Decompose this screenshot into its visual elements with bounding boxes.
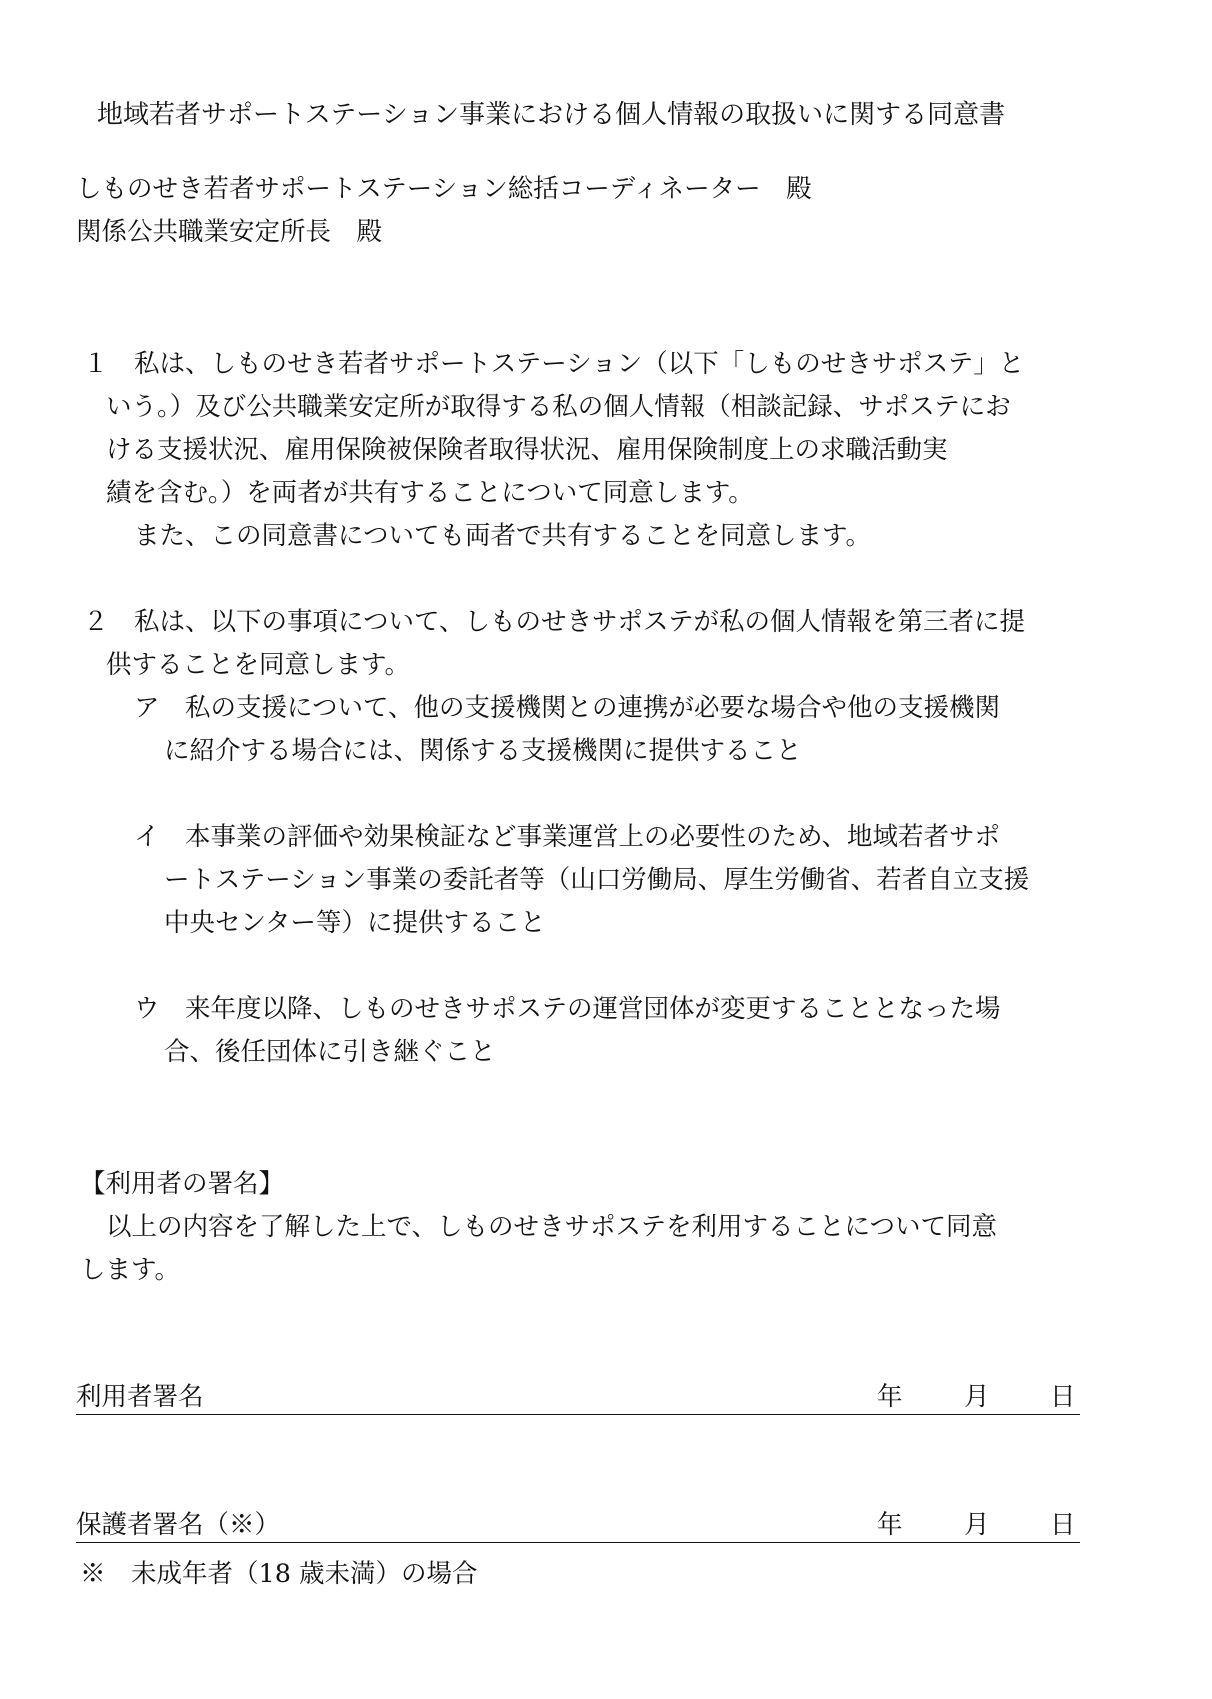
user-signature-line[interactable] xyxy=(76,1414,1080,1415)
guardian-signature-line[interactable] xyxy=(76,1542,1080,1543)
item2-line-2: 供することを同意します。 xyxy=(106,650,410,680)
item1-line-5: また、この同意書についても両者で共有することを同意します。 xyxy=(134,521,871,551)
item1-line-1: １ 私は、しものせき若者サポートステーション（以下「しものせきサポステ」と xyxy=(83,349,1025,379)
guardian-signature-year: 年 xyxy=(877,1510,903,1540)
user-signature-label: 利用者署名 xyxy=(76,1382,204,1412)
consent-line-1: 以上の内容を了解した上で、しものせきサポステを利用することについて同意 xyxy=(106,1212,997,1242)
guardian-signature-month: 月 xyxy=(964,1510,990,1540)
minor-note: ※ 未成年者（18 歳未満）の場合 xyxy=(80,1559,478,1589)
item1-line-4: 績を含む。）を両者が共有することについて同意します。 xyxy=(106,478,754,508)
user-signature-month: 月 xyxy=(964,1382,990,1412)
user-signature-day: 日 xyxy=(1050,1382,1076,1412)
item1-line-3: ける支援状況、雇用保険被保険者取得状況、雇用保険制度上の求職活動実 xyxy=(106,435,948,465)
item2-sub-a-line-1: ア 私の支援について、他の支援機関との連携が必要な場合や他の支援機関 xyxy=(134,693,1000,723)
signature-heading: 【利用者の署名】 xyxy=(80,1169,285,1199)
consent-line-2: します。 xyxy=(80,1255,180,1285)
addressee-coordinator: しものせき若者サポートステーション総括コーディネーター 殿 xyxy=(76,174,812,204)
item2-sub-i-line-2: ートステーション事業の委託者等（山口労働局、厚生労働省、若者自立支援 xyxy=(164,865,1030,895)
document-title: 地域若者サポートステーション事業における個人情報の取扱いに関する同意書 xyxy=(97,100,1006,130)
item2-sub-u-line-1: ウ 来年度以降、しものせきサポステの運営団体が変更することとなった場 xyxy=(134,994,1001,1024)
item2-sub-a-line-2: に紹介する場合には、関係する支援機関に提供すること xyxy=(164,736,802,766)
item1-line-2: いう。）及び公共職業安定所が取得する私の個人情報（相談記録、サポステにお xyxy=(106,392,1011,422)
item2-line-1: ２ 私は、以下の事項について、しものせきサポステが私の個人情報を第三者に提 xyxy=(83,607,1025,637)
item2-sub-i-line-1: イ 本事業の評価や効果検証など事業運営上の必要性のため、地域若者サポ xyxy=(134,822,1000,852)
item2-sub-u-line-2: 合、後任団体に引き継ぐこと xyxy=(164,1037,496,1067)
guardian-signature-label: 保護者署名（※） xyxy=(76,1510,281,1540)
guardian-signature-day: 日 xyxy=(1050,1510,1076,1540)
addressee-employment-office: 関係公共職業安定所長 殿 xyxy=(76,217,383,247)
item2-sub-i-line-3: 中央センター等）に提供すること xyxy=(164,908,546,938)
user-signature-year: 年 xyxy=(877,1382,903,1412)
